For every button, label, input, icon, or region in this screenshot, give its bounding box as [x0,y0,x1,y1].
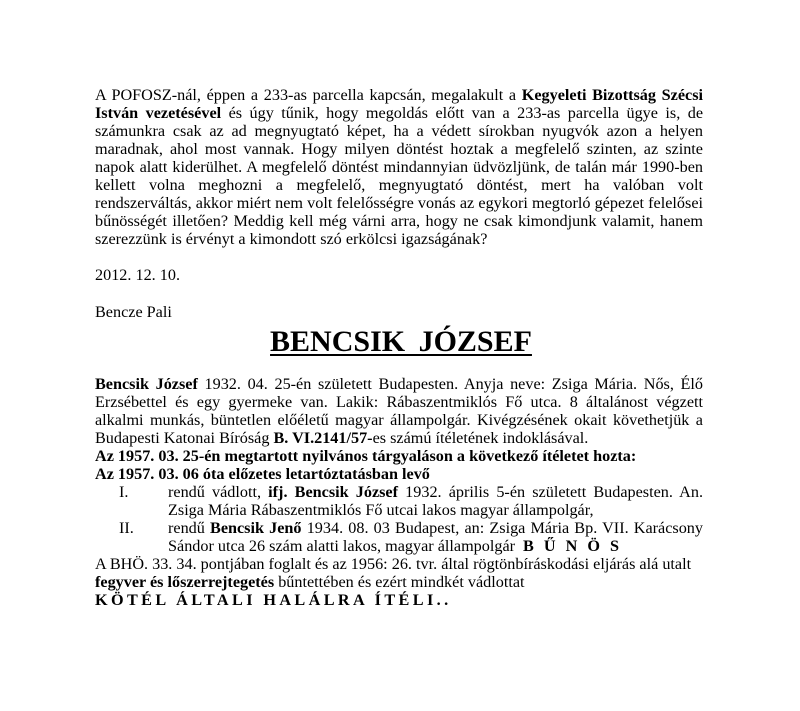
sentence-line-1: A BHÖ. 33. 34. pontjában foglalt és az 1956: 26. tvr. által rögtönbíráskodási eljárás alá utalt [95,555,692,573]
trial-heading: Az 1957. 03. 25-én megtartott nyilvános tárgyaláson a következő ítéletet hozta: [95,447,637,465]
defendant-name: ifj. Bencsik József [268,483,399,501]
crime-name: fegyver és lőszerrejtegetés [95,573,275,591]
intro-text-rest: és úgy tűnik, hogy megoldás előtt van a 233-as parcella ügye is, de számunkra csak az ad megnyugtató képet, ha a védett sírokban nyugvók azon a helyen maradnak, ahol most vannak. Hogy milyen döntést hoztak a megfelelő szinten, az szinte napok alatt kiderülhet. A megfelelő döntést mindannyian üdvözljünk, de talán már 1990-ben kellett volna meghozni a megfelelő, megnyugtató döntést, mert ha valóban volt rendszerváltás, akkor miért nem volt felelősségre vonás az egykori megtorló gépezet felelősei bűnösségét illetően? Meddig kell még várni arra, hogy ne csak kimondjunk valamit, hanem szerezzünk is érvényt a kimondott szó erkölcsi igazságának? [95,104,703,248]
intro-paragraph [95,86,703,248]
custody-heading: Az 1957. 03. 06 óta előzetes letartóztatásban levő [95,465,430,483]
defendant-list [95,483,703,555]
bio-text-end: es számú ítéletének indoklásával. [372,429,589,447]
verdict: KÖTÉL ÁLTALI HALÁLRA ÍTÉLI.. [95,591,452,609]
intro-text-start: A POFOSZ-nál, éppen a 233-as parcella kapcsán, megalakult a [95,86,522,104]
defendant-rank: rendű vádlott, [168,483,269,501]
page-title: BENCSIK JÓZSEF [270,325,532,358]
committee-name: Kegyeleti Bizottság Szécsi István vezetésével [95,86,703,122]
defendant-name: Bencsik Jenő [210,519,302,537]
sentence-text: bűntettében és ezért mindkét vádlottat [274,573,525,591]
guilty-label: B Ű N Ö S [523,537,622,555]
defendant-item [95,483,703,519]
case-number: B. VI.2141/57- [273,429,373,447]
bio-text: 1932. 04. 25-én született Budapesten. Anyja neve: Zsiga Mária. Nős, Élő Erzsébettel és egy gyermeke van. Lakik: Rábaszentmiklós Fő utca. 8 általánost végzett alkalmi munkás, büntetlen előéletű magyar állampolgár. Kivégzésének okait követhetjük a Budapesti Katonai Bíróság [95,375,704,447]
subject-name: Bencsik József [95,375,198,393]
defendant-rank: rendű [168,519,211,537]
date: 2012. 12. 10. [95,266,180,284]
author: Bencze Pali [95,303,172,321]
sentence-line-2 [95,573,703,591]
defendant-details: 1932. április 5-én született Budapesten. An. Zsiga Mária Rábaszentmiklós Fő utcai lakos magyar állampolgár, [168,483,703,519]
list-number: I. [119,483,129,501]
document-page [95,86,703,609]
list-number: II. [119,519,134,537]
defendant-details: 1934. 08. 03 Budapest, an: Zsiga Mária Bp. VII. Karácsony Sándor utca 26 szám alatti lakos, magyar állampolgár [168,519,703,555]
bio-paragraph [95,375,703,447]
defendant-item [95,519,703,555]
